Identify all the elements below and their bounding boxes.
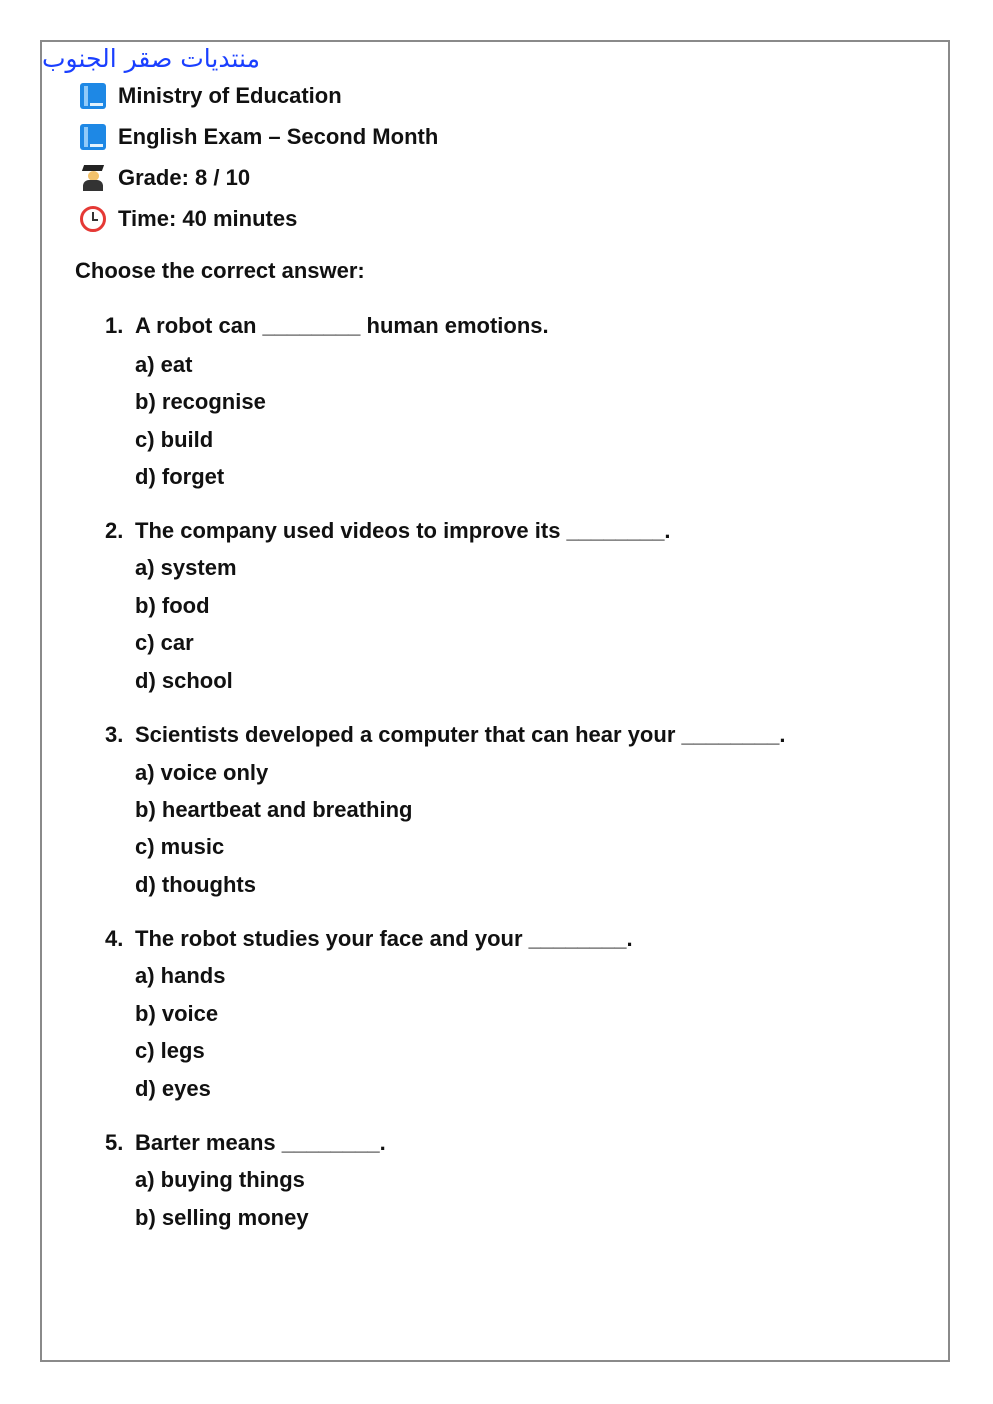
alarm-clock-icon [80,206,106,232]
grade-line [80,163,250,193]
question-5 [105,1130,386,1156]
grade-text: Grade: 8 / 10 [118,165,251,190]
option: c) music [135,834,225,859]
option: d) thoughts [135,872,256,897]
option: d) school [135,668,233,693]
question-number: 3. [105,722,124,747]
question-text: Barter means ________. [135,1130,386,1155]
option: b) selling money [135,1205,309,1230]
question-4 [105,926,633,952]
question-text: Scientists developed a computer that can hear your ________. [135,722,786,747]
option: a) buying things [135,1167,305,1192]
page-frame [40,40,950,1362]
question-number: 1. [105,313,124,338]
exam-line [80,122,438,152]
question-number: 2. [105,518,124,543]
question-1 [105,313,549,339]
option: b) heartbeat and breathing [135,797,413,822]
option: a) eat [135,352,193,377]
option: a) voice only [135,760,269,785]
question-text: The robot studies your face and your ________. [135,926,633,951]
site-watermark: منتديات صقر الجنوب [42,44,260,73]
ministry-line [80,81,342,111]
ministry-text: Ministry of Education [118,83,342,108]
question-number: 4. [105,926,124,951]
question-3 [105,722,785,748]
option: d) forget [135,464,225,489]
question-text: A robot can ________ human emotions. [135,313,549,338]
student-icon [80,165,106,191]
option: a) hands [135,963,226,988]
book-icon [80,124,106,150]
time-text: Time: 40 minutes [118,206,298,231]
instructions: Choose the correct answer: [75,258,365,283]
option: d) eyes [135,1076,211,1101]
option: a) system [135,555,237,580]
question-number: 5. [105,1130,124,1155]
option: b) voice [135,1001,219,1026]
time-line [80,204,297,234]
option: b) food [135,593,210,618]
option: c) legs [135,1038,205,1063]
question-text: The company used videos to improve its ________. [135,518,671,543]
book-icon [80,83,106,109]
option: b) recognise [135,389,266,414]
option: c) car [135,630,194,655]
exam-title: English Exam – Second Month [118,124,439,149]
question-2 [105,518,671,544]
option: c) build [135,427,214,452]
